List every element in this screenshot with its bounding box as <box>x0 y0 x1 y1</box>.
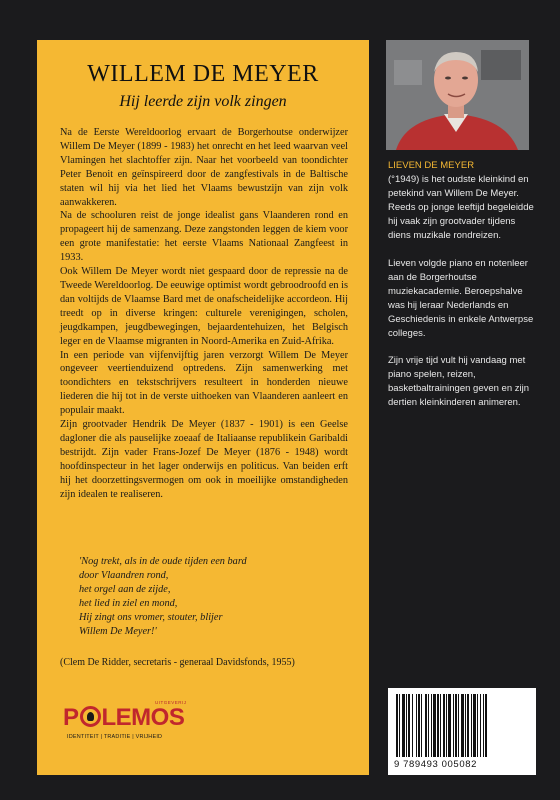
poem-line: Willem De Meyer!' <box>79 625 157 637</box>
isbn-barcode <box>388 688 536 775</box>
isbn-number: 9 789493 005082 <box>394 759 477 770</box>
quote-poem <box>79 555 339 638</box>
poem-line: het lied in ziel en mond, <box>79 597 178 609</box>
author-portrait-icon <box>386 40 529 150</box>
poem-line: het orgel aan de zijde, <box>79 583 171 595</box>
author-bio-paragraph <box>388 159 536 244</box>
publisher-tagline: IDENTITEIT | TRADITIE | VRIJHEID <box>67 734 163 740</box>
blurb-paragraph: Zijn grootvader Hendrik De Meyer (1837 - 1901) is een Geelse dagloner die als pauselijke zoeaaf de Italiaanse republikein Garibaldi bestrijdt. Zijn vader Frans-Jozef De Meyer (1876 - 1948) wordt hoofdinspecteur in het lager onderwijs en politicus. Van beiden erft hij het doorzettingsvermogen om ook in moeilijke omstandigheden zijn idealen te realiseren. <box>60 419 348 500</box>
author-bio <box>388 159 536 424</box>
author-bio-text: (°1949) is het oudste kleinkind en petekind van Willem De Meyer. Reeds op jonge leeftijd begeleidde hij vaak zijn grootvader tijdens diens muzikale rondreizen. <box>388 174 534 242</box>
publisher-logo <box>63 700 193 756</box>
blurb-text <box>60 126 348 501</box>
quote-credit: (Clem De Ridder, secretaris - generaal Davidsfonds, 1955) <box>60 657 295 668</box>
blurb-paragraph: Ook Willem De Meyer wordt niet gespaard door de repressie na de Tweede Wereldoorlog. De eeuwige optimist wordt gebroodroofd en is dan voltijds de Vlaamse Bard met de onafscheidelijke accordeon. Hij treedt op in diverse kringen: culturele verenigingen, scholen, jeugdkampen, jeugdbewegingen, bejaardentehuizen, het Belgisch leger en de Vlaamse migranten in Noord-Amerika en Zuid-Afrika. <box>60 266 348 347</box>
helmet-icon <box>80 706 101 727</box>
author-photo <box>386 40 529 150</box>
book-subtitle: Hij leerde zijn volk zingen <box>119 93 287 110</box>
book-title: WILLEM DE MEYER <box>87 61 319 87</box>
author-bio-paragraph: Lieven volgde piano en notenleer aan de Borgerhoutse muziekacademie. Beroepshalve was hij leraar Nederlands en Geschiedenis in enkele Antwerpse colleges. <box>388 257 534 340</box>
publisher-label: UITGEVERIJ <box>155 700 187 705</box>
publisher-name-p: P <box>63 704 79 731</box>
blurb-paragraph: Na de Eerste Wereldoorlog ervaart de Borgerhoutse onderwijzer Willem De Meyer (1899 - 1983) het onrecht en het leed waarvan veel Vlamingen het slachtoffer zijn. Naar het voorbeeld van toondichter Peter Benoit en geïnspireerd door de zangfestivals in de Baltische staten wil hij via het lied het Vlaams bewustzijn van zijn volk aanwakkeren. <box>60 127 348 208</box>
publisher-name-rest: LEMOS <box>101 704 185 731</box>
poem-line: Hij zingt ons vromer, stouter, blijer <box>79 611 223 623</box>
poem-line: 'Nog trekt, als in de oude tijden een bard <box>79 556 247 567</box>
author-bio-paragraph: Zijn vrije tijd vult hij vandaag met piano spelen, reizen, basketbaltrainingen geven en zijn dertien kleinkinderen animeren. <box>388 355 530 409</box>
publisher-name <box>63 704 184 732</box>
blurb-paragraph: Na de schooluren reist de jonge idealist gans Vlaanderen rond en propageert hij de samenzang. Deze zangstonden leggen de kiem voor een grote manifestatie: het eerste Vlaams Nationaal Zangfeest in 1933. <box>60 210 348 264</box>
barcode-icon <box>394 694 530 757</box>
author-name: LIEVEN DE MEYER <box>388 160 475 171</box>
poem-line: door Vlaandren rond, <box>79 569 169 581</box>
blurb-paragraph: In een periode van vijfenvijftig jaren verzorgt Willem De Meyer ongeveer veertienduizend optredens. Zijn samenwerking met toondichters en tekstschrijvers resulteert in honderden nieuwe liederen die hij tot in de verste uithoeken van Vlaanderen aanleert en populair maakt. <box>60 349 348 417</box>
back-cover-panel <box>37 40 369 775</box>
